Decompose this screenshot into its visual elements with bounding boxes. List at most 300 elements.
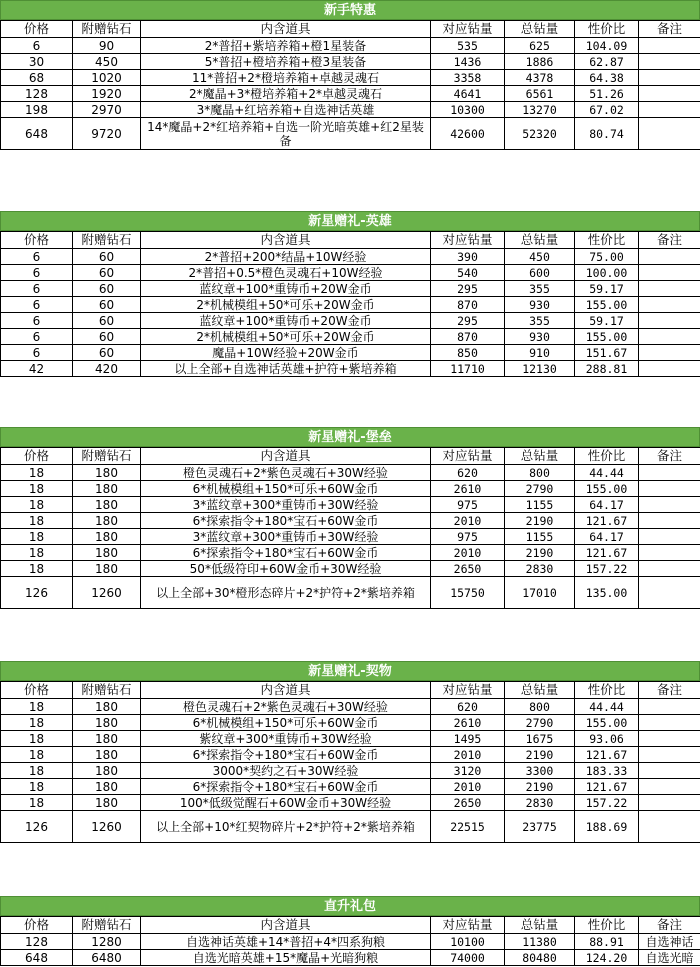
cell-bonus-diamonds: 180 — [73, 529, 141, 545]
header-price: 价格 — [1, 682, 73, 699]
cell-total-diamonds: 80480 — [505, 950, 575, 966]
cell-equiv-diamonds: 4641 — [431, 86, 505, 102]
header-row — [1, 682, 700, 699]
cell-items: 6*探索指令+180*宝石+60W金币 — [141, 513, 431, 529]
cell-value-ratio: 155.00 — [575, 481, 639, 497]
header-note: 备注 — [639, 232, 700, 249]
cell-total-diamonds: 1675 — [505, 731, 575, 747]
table-row — [1, 329, 700, 345]
header-price: 价格 — [1, 448, 73, 465]
cell-note — [639, 731, 700, 747]
table-row — [1, 86, 700, 102]
cell-note — [639, 513, 700, 529]
header-items: 内含道具 — [141, 917, 431, 934]
table-row — [1, 699, 700, 715]
cell-equiv-diamonds: 2610 — [431, 481, 505, 497]
cell-equiv-diamonds: 1436 — [431, 54, 505, 70]
cell-items: 2*魔晶+3*橙培养箱+2*卓越灵魂石 — [141, 86, 431, 102]
cell-bonus-diamonds: 1260 — [73, 577, 141, 609]
cell-price: 6 — [1, 345, 73, 361]
cell-bonus-diamonds: 180 — [73, 481, 141, 497]
cell-total-diamonds: 355 — [505, 313, 575, 329]
table-row — [1, 561, 700, 577]
cell-items: 2*普招+0.5*橙色灵魂石+10W经验 — [141, 265, 431, 281]
cell-note — [639, 699, 700, 715]
cell-value-ratio: 62.87 — [575, 54, 639, 70]
cell-bonus-diamonds: 1280 — [73, 934, 141, 950]
cell-bonus-diamonds: 180 — [73, 497, 141, 513]
cell-bonus-diamonds: 180 — [73, 561, 141, 577]
table-row — [1, 731, 700, 747]
cell-equiv-diamonds: 3120 — [431, 763, 505, 779]
cell-value-ratio: 64.38 — [575, 70, 639, 86]
cell-value-ratio: 88.91 — [575, 934, 639, 950]
cell-items: 3000*契约之石+30W经验 — [141, 763, 431, 779]
header-bonus-diamonds: 附赠钻石 — [73, 232, 141, 249]
cell-equiv-diamonds: 850 — [431, 345, 505, 361]
cell-total-diamonds: 2790 — [505, 715, 575, 731]
cell-price: 128 — [1, 86, 73, 102]
cell-bonus-diamonds: 180 — [73, 747, 141, 763]
cell-price: 6 — [1, 281, 73, 297]
header-total-diamonds: 总钻量 — [505, 917, 575, 934]
cell-items: 6*探索指令+180*宝石+60W金币 — [141, 545, 431, 561]
cell-price: 198 — [1, 102, 73, 118]
cell-note — [639, 102, 700, 118]
cell-total-diamonds: 2190 — [505, 779, 575, 795]
cell-value-ratio: 121.67 — [575, 545, 639, 561]
table-row — [1, 281, 700, 297]
cell-total-diamonds: 12130 — [505, 361, 575, 377]
cell-value-ratio: 124.20 — [575, 950, 639, 966]
cell-equiv-diamonds: 2650 — [431, 561, 505, 577]
header-bonus-diamonds: 附赠钻石 — [73, 21, 141, 38]
cell-equiv-diamonds: 975 — [431, 497, 505, 513]
cell-bonus-diamonds: 180 — [73, 731, 141, 747]
cell-equiv-diamonds: 15750 — [431, 577, 505, 609]
cell-bonus-diamonds: 180 — [73, 779, 141, 795]
cell-items: 以上全部+30*橙形态碎片+2*护符+2*紫培养箱 — [141, 577, 431, 609]
cell-equiv-diamonds: 390 — [431, 249, 505, 265]
cell-total-diamonds: 4378 — [505, 70, 575, 86]
cell-total-diamonds: 625 — [505, 38, 575, 54]
cell-note — [639, 313, 700, 329]
section-table — [0, 231, 700, 377]
cell-note — [639, 70, 700, 86]
cell-equiv-diamonds: 10300 — [431, 102, 505, 118]
cell-bonus-diamonds: 60 — [73, 313, 141, 329]
cell-price: 648 — [1, 950, 73, 966]
cell-value-ratio: 67.02 — [575, 102, 639, 118]
cell-note — [639, 529, 700, 545]
cell-price: 18 — [1, 699, 73, 715]
cell-price: 126 — [1, 811, 73, 843]
header-items: 内含道具 — [141, 448, 431, 465]
cell-note — [639, 795, 700, 811]
table-row — [1, 811, 700, 843]
section-0 — [0, 0, 700, 150]
cell-note — [639, 249, 700, 265]
cell-note — [639, 38, 700, 54]
cell-price: 30 — [1, 54, 73, 70]
cell-value-ratio: 64.17 — [575, 529, 639, 545]
cell-bonus-diamonds: 180 — [73, 465, 141, 481]
cell-price: 42 — [1, 361, 73, 377]
cell-bonus-diamonds: 420 — [73, 361, 141, 377]
cell-total-diamonds: 450 — [505, 249, 575, 265]
table-row — [1, 118, 700, 150]
header-value-ratio: 性价比 — [575, 232, 639, 249]
cell-equiv-diamonds: 1495 — [431, 731, 505, 747]
cell-price: 18 — [1, 481, 73, 497]
cell-bonus-diamonds: 6480 — [73, 950, 141, 966]
cell-note — [639, 747, 700, 763]
table-row — [1, 545, 700, 561]
cell-bonus-diamonds: 60 — [73, 249, 141, 265]
cell-bonus-diamonds: 90 — [73, 38, 141, 54]
cell-note — [639, 281, 700, 297]
table-row — [1, 465, 700, 481]
cell-items: 6*探索指令+180*宝石+60W金币 — [141, 747, 431, 763]
cell-value-ratio: 104.09 — [575, 38, 639, 54]
header-price: 价格 — [1, 917, 73, 934]
cell-total-diamonds: 930 — [505, 329, 575, 345]
header-row — [1, 448, 700, 465]
cell-total-diamonds: 2190 — [505, 513, 575, 529]
cell-value-ratio: 51.26 — [575, 86, 639, 102]
table-row — [1, 577, 700, 609]
cell-equiv-diamonds: 620 — [431, 699, 505, 715]
table-row — [1, 313, 700, 329]
cell-price: 18 — [1, 529, 73, 545]
header-value-ratio: 性价比 — [575, 917, 639, 934]
cell-note — [639, 465, 700, 481]
header-total-diamonds: 总钻量 — [505, 682, 575, 699]
cell-items: 橙色灵魂石+2*紫色灵魂石+30W经验 — [141, 465, 431, 481]
header-equiv-diamonds: 对应钻量 — [431, 917, 505, 934]
cell-note — [639, 265, 700, 281]
header-price: 价格 — [1, 21, 73, 38]
cell-price: 18 — [1, 795, 73, 811]
cell-value-ratio: 93.06 — [575, 731, 639, 747]
cell-price: 18 — [1, 763, 73, 779]
cell-note — [639, 118, 700, 150]
cell-price: 648 — [1, 118, 73, 150]
cell-items: 6*机械模组+150*可乐+60W金币 — [141, 715, 431, 731]
cell-items: 以上全部+自选神话英雄+护符+紫培养箱 — [141, 361, 431, 377]
cell-price: 18 — [1, 731, 73, 747]
cell-value-ratio: 64.17 — [575, 497, 639, 513]
cell-items: 以上全部+10*红契物碎片+2*护符+2*紫培养箱 — [141, 811, 431, 843]
cell-equiv-diamonds: 2610 — [431, 715, 505, 731]
cell-equiv-diamonds: 870 — [431, 297, 505, 313]
cell-bonus-diamonds: 60 — [73, 281, 141, 297]
cell-note — [639, 481, 700, 497]
cell-equiv-diamonds: 2010 — [431, 747, 505, 763]
table-row — [1, 950, 700, 966]
section-3 — [0, 661, 700, 843]
table-row — [1, 265, 700, 281]
table-row — [1, 54, 700, 70]
cell-equiv-diamonds: 2010 — [431, 779, 505, 795]
cell-price: 18 — [1, 747, 73, 763]
cell-price: 68 — [1, 70, 73, 86]
cell-value-ratio: 183.33 — [575, 763, 639, 779]
cell-equiv-diamonds: 540 — [431, 265, 505, 281]
cell-bonus-diamonds: 9720 — [73, 118, 141, 150]
cell-items: 蓝纹章+100*重铸币+20W金币 — [141, 313, 431, 329]
cell-bonus-diamonds: 60 — [73, 297, 141, 313]
cell-items: 14*魔晶+2*红培养箱+自选一阶光暗英雄+红2星装备 — [141, 118, 431, 150]
cell-price: 6 — [1, 265, 73, 281]
section-2 — [0, 427, 700, 609]
header-bonus-diamonds: 附赠钻石 — [73, 448, 141, 465]
cell-value-ratio: 157.22 — [575, 795, 639, 811]
cell-bonus-diamonds: 180 — [73, 715, 141, 731]
cell-equiv-diamonds: 22515 — [431, 811, 505, 843]
table-row — [1, 249, 700, 265]
cell-note — [639, 345, 700, 361]
cell-value-ratio: 121.67 — [575, 747, 639, 763]
cell-equiv-diamonds: 42600 — [431, 118, 505, 150]
cell-total-diamonds: 355 — [505, 281, 575, 297]
cell-note — [639, 54, 700, 70]
cell-value-ratio: 80.74 — [575, 118, 639, 150]
cell-items: 2*普招+紫培养箱+橙1星装备 — [141, 38, 431, 54]
cell-total-diamonds: 930 — [505, 297, 575, 313]
header-note: 备注 — [639, 682, 700, 699]
cell-note — [639, 545, 700, 561]
cell-equiv-diamonds: 3358 — [431, 70, 505, 86]
cell-equiv-diamonds: 295 — [431, 313, 505, 329]
cell-items: 50*低级符印+60W金币+30W经验 — [141, 561, 431, 577]
section-table — [0, 681, 700, 843]
cell-value-ratio: 155.00 — [575, 329, 639, 345]
table-row — [1, 70, 700, 86]
cell-total-diamonds: 600 — [505, 265, 575, 281]
cell-bonus-diamonds: 180 — [73, 545, 141, 561]
section-title: 新星赠礼-英雄 — [0, 211, 700, 231]
cell-total-diamonds: 2190 — [505, 545, 575, 561]
cell-note — [639, 779, 700, 795]
cell-price: 18 — [1, 779, 73, 795]
header-total-diamonds: 总钻量 — [505, 232, 575, 249]
cell-equiv-diamonds: 2650 — [431, 795, 505, 811]
header-note: 备注 — [639, 917, 700, 934]
header-price: 价格 — [1, 232, 73, 249]
cell-total-diamonds: 1155 — [505, 529, 575, 545]
cell-price: 18 — [1, 465, 73, 481]
cell-value-ratio: 157.22 — [575, 561, 639, 577]
cell-price: 126 — [1, 577, 73, 609]
cell-total-diamonds: 11380 — [505, 934, 575, 950]
cell-note — [639, 86, 700, 102]
header-row — [1, 21, 700, 38]
header-equiv-diamonds: 对应钻量 — [431, 448, 505, 465]
cell-value-ratio: 100.00 — [575, 265, 639, 281]
cell-equiv-diamonds: 2010 — [431, 513, 505, 529]
cell-total-diamonds: 800 — [505, 699, 575, 715]
header-items: 内含道具 — [141, 21, 431, 38]
cell-items: 橙色灵魂石+2*紫色灵魂石+30W经验 — [141, 699, 431, 715]
cell-value-ratio: 121.67 — [575, 779, 639, 795]
cell-equiv-diamonds: 74000 — [431, 950, 505, 966]
cell-items: 6*机械模组+150*可乐+60W金币 — [141, 481, 431, 497]
cell-items: 6*探索指令+180*宝石+60W金币 — [141, 779, 431, 795]
section-title: 直升礼包 — [0, 896, 700, 916]
table-row — [1, 38, 700, 54]
cell-equiv-diamonds: 620 — [431, 465, 505, 481]
cell-value-ratio: 44.44 — [575, 465, 639, 481]
cell-value-ratio: 155.00 — [575, 297, 639, 313]
cell-value-ratio: 155.00 — [575, 715, 639, 731]
cell-value-ratio: 121.67 — [575, 513, 639, 529]
cell-price: 6 — [1, 249, 73, 265]
cell-total-diamonds: 13270 — [505, 102, 575, 118]
cell-bonus-diamonds: 1020 — [73, 70, 141, 86]
table-row — [1, 297, 700, 313]
cell-total-diamonds: 2190 — [505, 747, 575, 763]
section-table — [0, 20, 700, 150]
cell-bonus-diamonds: 450 — [73, 54, 141, 70]
cell-items: 蓝纹章+100*重铸币+20W金币 — [141, 281, 431, 297]
table-row — [1, 747, 700, 763]
cell-equiv-diamonds: 2010 — [431, 545, 505, 561]
cell-note — [639, 329, 700, 345]
cell-price: 18 — [1, 545, 73, 561]
section-table — [0, 447, 700, 609]
cell-value-ratio: 59.17 — [575, 313, 639, 329]
cell-total-diamonds: 1886 — [505, 54, 575, 70]
table-row — [1, 934, 700, 950]
section-4 — [0, 896, 700, 966]
header-equiv-diamonds: 对应钻量 — [431, 682, 505, 699]
header-total-diamonds: 总钻量 — [505, 448, 575, 465]
cell-note: 自选神话 — [639, 934, 700, 950]
cell-price: 18 — [1, 513, 73, 529]
table-row — [1, 529, 700, 545]
section-table — [0, 916, 700, 966]
cell-note: 自选光暗 — [639, 950, 700, 966]
cell-note — [639, 763, 700, 779]
cell-bonus-diamonds: 60 — [73, 329, 141, 345]
cell-total-diamonds: 2830 — [505, 561, 575, 577]
cell-bonus-diamonds: 180 — [73, 795, 141, 811]
cell-items: 2*机械模组+50*可乐+20W金币 — [141, 329, 431, 345]
table-row — [1, 102, 700, 118]
cell-price: 6 — [1, 313, 73, 329]
cell-equiv-diamonds: 11710 — [431, 361, 505, 377]
cell-equiv-diamonds: 975 — [431, 529, 505, 545]
cell-note — [639, 811, 700, 843]
table-row — [1, 715, 700, 731]
cell-note — [639, 715, 700, 731]
cell-equiv-diamonds: 870 — [431, 329, 505, 345]
cell-total-diamonds: 6561 — [505, 86, 575, 102]
cell-bonus-diamonds: 180 — [73, 763, 141, 779]
cell-value-ratio: 288.81 — [575, 361, 639, 377]
cell-total-diamonds: 52320 — [505, 118, 575, 150]
cell-price: 6 — [1, 297, 73, 313]
cell-equiv-diamonds: 535 — [431, 38, 505, 54]
section-title: 新星赠礼-堡垒 — [0, 427, 700, 447]
cell-items: 紫纹章+300*重铸币+30W经验 — [141, 731, 431, 747]
cell-value-ratio: 188.69 — [575, 811, 639, 843]
header-items: 内含道具 — [141, 232, 431, 249]
section-title: 新手特惠 — [0, 0, 700, 20]
cell-price: 6 — [1, 38, 73, 54]
cell-items: 魔晶+10W经验+20W金币 — [141, 345, 431, 361]
cell-price: 6 — [1, 329, 73, 345]
cell-total-diamonds: 800 — [505, 465, 575, 481]
cell-price: 18 — [1, 561, 73, 577]
cell-note — [639, 561, 700, 577]
cell-items: 3*蓝纹章+300*重铸币+30W经验 — [141, 497, 431, 513]
cell-note — [639, 497, 700, 513]
cell-items: 5*普招+橙培养箱+橙3星装备 — [141, 54, 431, 70]
cell-items: 2*机械模组+50*可乐+20W金币 — [141, 297, 431, 313]
table-row — [1, 497, 700, 513]
cell-note — [639, 577, 700, 609]
header-equiv-diamonds: 对应钻量 — [431, 232, 505, 249]
header-note: 备注 — [639, 21, 700, 38]
header-bonus-diamonds: 附赠钻石 — [73, 682, 141, 699]
table-row — [1, 513, 700, 529]
cell-note — [639, 297, 700, 313]
cell-items: 3*蓝纹章+300*重铸币+30W经验 — [141, 529, 431, 545]
cell-equiv-diamonds: 295 — [431, 281, 505, 297]
cell-value-ratio: 151.67 — [575, 345, 639, 361]
table-row — [1, 763, 700, 779]
cell-value-ratio: 135.00 — [575, 577, 639, 609]
cell-total-diamonds: 910 — [505, 345, 575, 361]
cell-items: 2*普招+200*结晶+10W经验 — [141, 249, 431, 265]
cell-value-ratio: 75.00 — [575, 249, 639, 265]
header-note: 备注 — [639, 448, 700, 465]
header-value-ratio: 性价比 — [575, 448, 639, 465]
cell-bonus-diamonds: 180 — [73, 513, 141, 529]
header-row — [1, 917, 700, 934]
cell-bonus-diamonds: 180 — [73, 699, 141, 715]
header-bonus-diamonds: 附赠钻石 — [73, 917, 141, 934]
cell-total-diamonds: 3300 — [505, 763, 575, 779]
cell-bonus-diamonds: 60 — [73, 265, 141, 281]
header-row — [1, 232, 700, 249]
cell-total-diamonds: 2830 — [505, 795, 575, 811]
cell-items: 自选神话英雄+14*普招+4*四系狗粮 — [141, 934, 431, 950]
cell-total-diamonds: 1155 — [505, 497, 575, 513]
cell-equiv-diamonds: 10100 — [431, 934, 505, 950]
cell-price: 18 — [1, 715, 73, 731]
table-row — [1, 345, 700, 361]
cell-note — [639, 361, 700, 377]
cell-total-diamonds: 2790 — [505, 481, 575, 497]
cell-items: 100*低级觉醒石+60W金币+30W经验 — [141, 795, 431, 811]
table-row — [1, 779, 700, 795]
cell-bonus-diamonds: 60 — [73, 345, 141, 361]
header-total-diamonds: 总钻量 — [505, 21, 575, 38]
cell-items: 11*普招+2*橙培养箱+卓越灵魂石 — [141, 70, 431, 86]
section-1 — [0, 211, 700, 377]
cell-bonus-diamonds: 1920 — [73, 86, 141, 102]
cell-items: 自选光暗英雄+15*魔晶+光暗狗粮 — [141, 950, 431, 966]
header-value-ratio: 性价比 — [575, 682, 639, 699]
header-items: 内含道具 — [141, 682, 431, 699]
cell-price: 18 — [1, 497, 73, 513]
header-value-ratio: 性价比 — [575, 21, 639, 38]
cell-value-ratio: 44.44 — [575, 699, 639, 715]
table-row — [1, 361, 700, 377]
